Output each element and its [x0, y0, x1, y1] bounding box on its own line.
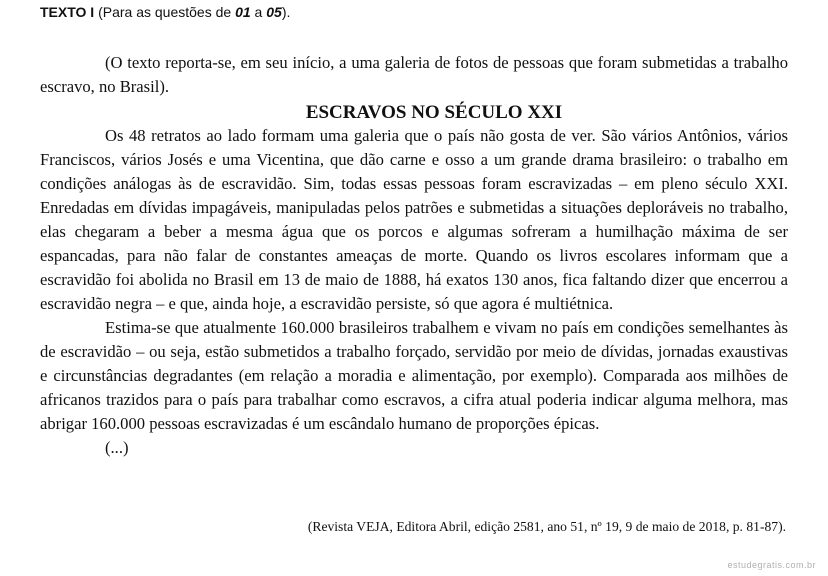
text-label: TEXTO I	[40, 4, 95, 20]
site-watermark: estudegratis.com.br	[727, 560, 816, 570]
text-header	[40, 3, 290, 21]
paragraph-1: Os 48 retratos ao lado formam uma galeria que o país não gosta de ver. São vários Antônios, vários Franciscos, vários Josés e uma Vicentina, que dão carne e osso a um grande drama brasileiro: o trabalho em condições análogas às de escravidão. Sim, todas essas pessoas foram escravizadas – em pleno século XXI. Enredadas em dívidas impagáveis, manipuladas pelos patrões e submetidas a situações deploráveis no trabalho, elas chegaram a beber a mesma água que os porcos e algumas sofreram a humilhação máxima de ser espancadas, para não falar de constantes ameaças de morte. Quando os livros escolares informam que a escravidão foi abolida no Brasil em 13 de maio de 1888, há exatos 130 anos, fica faltando dizer que encerrou a escravidão negra – e que, ainda hoje, a escravidão persiste, só que agora é multiétnica.	[40, 126, 788, 313]
header-text-middle: a	[250, 4, 267, 20]
source-citation: (Revista VEJA, Editora Abril, edição 2581, ano 51, nº 19, 9 de maio de 2018, p. 81-87).	[307, 519, 786, 534]
header-text-before: (Para as questões de	[94, 4, 236, 20]
article-title: ESCRAVOS NO SÉCULO XXI	[305, 102, 563, 123]
intro-note: (O texto reporta-se, em seu início, a uma galeria de fotos de pessoas que foram submetidas a trabalho escravo, no Brasil).	[40, 53, 788, 96]
question-to: 05	[266, 4, 282, 20]
ellipsis: (...)	[105, 438, 129, 457]
header-text-after: ).	[281, 4, 291, 20]
article-body	[40, 51, 788, 460]
question-from: 01	[235, 4, 251, 20]
paragraph-2: Estima-se que atualmente 160.000 brasileiros trabalhem e vivam no país em condições semelhantes às de escravidão – ou seja, estão submetidos a trabalho forçado, servidão por meio de dívidas, jornadas exaustivas e circunstâncias degradantes (em relação a moradia e alimentação, por exemplo). Comparada aos milhões de africanos trazidos para o país para trabalhar como escravos, a cifra atual poderia indicar alguma melhora, mas abrigar 160.000 pessoas escravizadas é um escândalo humano de proporções épicas.	[40, 318, 788, 433]
